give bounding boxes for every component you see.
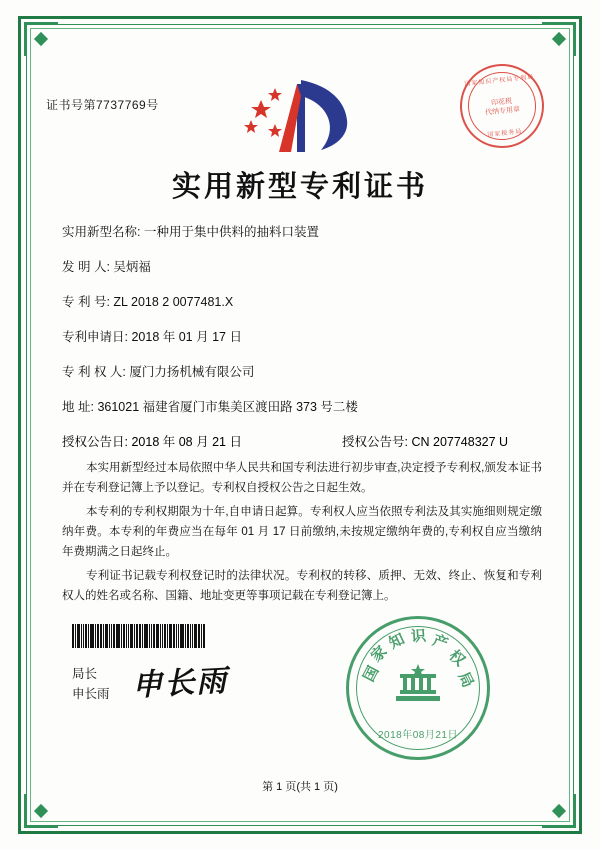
legal-paragraph: 本专利的专利权期限为十年,自申请日起算。专利权人应当依照专利法及其实施细则规定缴纳年费。本专利的年费应当在每年 01 月 17 日前缴纳,未按规定缴纳年费的,专利权自应当缴纳年费期满之日起终止。	[62, 506, 542, 558]
field-list	[62, 222, 544, 460]
field-label: 专 利 权 人:	[62, 365, 126, 379]
page-title: 实用新型专利证书	[171, 169, 428, 203]
legal-paragraph: 本实用新型经过本局依照中华人民共和国专利法进行初步审查,决定授予专利权,颁发本证书并在专利登记簿上予以登记。专利权自授权公告之日起生效。	[62, 462, 542, 494]
seal-emblem-icon	[392, 662, 444, 714]
grant-number-label: 授权公告号:	[342, 435, 408, 449]
barcode	[72, 624, 222, 648]
field-label: 专 利 号:	[62, 295, 110, 309]
field-value: 361021 福建省厦门市集美区渡田路 373 号二楼	[97, 400, 358, 414]
field-value: 2018 年 01 月 17 日	[131, 330, 242, 344]
field-row-patent-number	[62, 292, 544, 310]
certificate-number: 证书号第7737769号	[46, 98, 159, 112]
signature-block	[72, 664, 110, 704]
seal-arc-char: 识	[410, 627, 427, 646]
field-row-address	[62, 397, 544, 415]
grant-date-value: 2018 年 08 月 21 日	[131, 435, 242, 449]
grant-number-group	[342, 432, 508, 450]
seal-arc-char: 家	[367, 642, 391, 666]
director-name-label: 申长雨	[72, 687, 110, 701]
field-row-grant	[62, 432, 544, 450]
seal-arc-char: 产	[430, 631, 451, 653]
field-label: 实用新型名称:	[62, 225, 141, 239]
field-value: 厦门力扬机械有限公司	[129, 365, 255, 379]
field-value: ZL 2018 2 0077481.X	[113, 295, 234, 309]
seal-arc-char: 国	[360, 663, 383, 685]
grant-date-label: 授权公告日:	[62, 435, 128, 449]
field-label: 发 明 人:	[62, 260, 110, 274]
field-row-patentee	[62, 362, 544, 380]
patent-office-logo-icon	[235, 76, 365, 158]
field-label: 地 址:	[62, 400, 94, 414]
legal-text-block	[62, 458, 542, 610]
certificate-content	[46, 46, 554, 804]
field-row-application-date	[62, 327, 544, 345]
seal-arc-char: 权	[445, 646, 469, 670]
seal-arc-char: 知	[386, 630, 408, 653]
field-row-inventor	[62, 257, 544, 275]
grant-number-value: CN 207748327 U	[411, 435, 509, 449]
tax-stamp-seal	[456, 60, 548, 152]
field-label: 专利申请日:	[62, 330, 128, 344]
field-value: 吴炳福	[113, 260, 151, 274]
director-title-label: 局长	[72, 667, 98, 681]
grant-date-group	[62, 432, 242, 450]
page-footer: 第 1 页(共 1 页)	[262, 781, 338, 793]
seal-top-middle-text: 印花税 代纳专用章	[484, 97, 521, 117]
seal-arc-char: 局	[454, 669, 477, 691]
field-value: 一种用于集中供料的抽料口装置	[143, 225, 319, 239]
seal-top-bottom-text: 国家税务局	[487, 129, 523, 139]
official-green-seal	[346, 616, 490, 760]
seal-top-arc-text: 国家知识产权局专利局	[464, 74, 535, 88]
field-row-utility-model-name	[62, 222, 544, 240]
legal-paragraph: 专利证书记载专利权登记时的法律状况。专利权的转移、质押、无效、终止、恢复和专利权人的姓名或名称、国籍、地址变更等事项记载在专利登记簿上。	[62, 570, 542, 602]
handwritten-signature: 申长雨	[131, 663, 230, 704]
seal-date: 2018年08月21日	[378, 730, 458, 741]
